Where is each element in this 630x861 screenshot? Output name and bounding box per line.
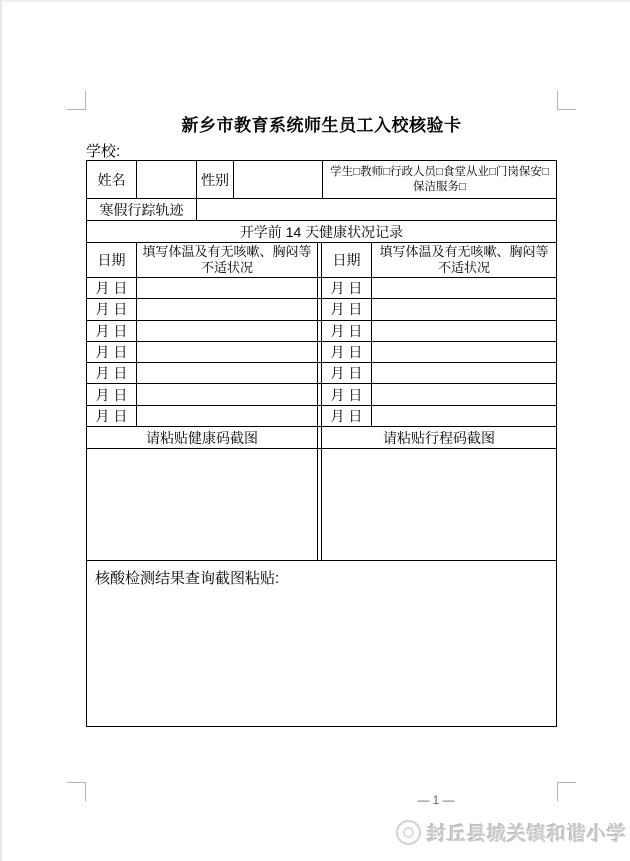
month-day-label: 月 日 [322,384,372,404]
month-day-label: 月 日 [87,278,137,298]
daily-record-cell[interactable] [137,406,318,426]
category-options-line1: 学生□教师□行政人员□食堂从业□门岗保安□ [330,165,549,178]
daily-record-cell[interactable] [372,278,556,298]
name-value-cell[interactable] [137,161,197,198]
daily-record-cell[interactable] [372,406,556,426]
month-day-label: 月 日 [87,384,137,404]
month-day-label: 月 日 [87,342,137,362]
health-section-title: 开学前 14 天健康状况记录 [239,223,404,240]
paste-travel-code-label: 请粘贴行程码截图 [383,429,495,446]
margin-crop-mark-bottom-right [557,782,576,801]
paste-health-code-label: 请粘贴健康码截图 [87,427,318,448]
footer-school-name: 封丘县城关镇和谐小学 [426,823,627,845]
date-header-label: 日期 [322,243,372,277]
daily-record-cell[interactable] [137,342,318,362]
gender-label: 性别 [197,161,234,198]
health-record-row [87,384,556,405]
daily-record-cell[interactable] [137,321,318,341]
category-options [323,161,556,198]
health-record-row [87,321,556,342]
page-top-edge [0,0,630,2]
daily-record-cell[interactable] [137,299,318,319]
month-day-label: 月 日 [87,406,137,426]
health-record-row [87,299,556,320]
footer [396,817,627,847]
page-number: — 1 — [417,793,455,807]
margin-crop-mark-bottom-left [67,782,86,801]
gender-value-cell[interactable] [234,161,323,198]
page-title: 新乡市教育系统师生员工入校核验卡 [181,116,462,135]
table-row [87,199,556,221]
page-left-edge [0,0,2,861]
table-row [87,427,556,449]
entry-form-table [86,160,557,727]
daily-record-cell[interactable] [372,384,556,404]
symptom-header-label: 填写体温及有无咳嗽、胸闷等 不适状况 [137,243,318,277]
name-label: 姓名 [87,161,137,198]
month-day-label: 月 日 [322,406,372,426]
travel-code-paste-area[interactable] [322,449,556,560]
margin-crop-mark-top-right [557,91,576,110]
month-day-label: 月 日 [322,321,372,341]
category-options-line2: 保洁服务□ [413,180,466,193]
health-record-row [87,278,556,299]
month-day-label: 月 日 [87,363,137,383]
school-label: 学校: [86,143,121,160]
vacation-track-label: 寒假行踪轨迹 [87,199,197,220]
school-badge-inner-circle [403,827,414,838]
health-record-row [87,342,556,363]
daily-record-cell[interactable] [372,321,556,341]
daily-record-cell[interactable] [372,299,556,319]
health-code-paste-area[interactable] [87,449,318,560]
month-day-label: 月 日 [87,321,137,341]
date-header-label: 日期 [87,243,137,277]
daily-record-cell[interactable] [372,363,556,383]
nucleic-acid-label: 核酸检测结果查询截图粘贴: [95,570,280,588]
nucleic-acid-paste-area[interactable] [87,561,556,726]
table-row [87,221,556,243]
daily-record-cell[interactable] [137,278,318,298]
margin-crop-mark-top-left [67,91,86,110]
month-day-label: 月 日 [322,363,372,383]
symptom-header-label: 填写体温及有无咳嗽、胸闷等 不适状况 [379,244,549,275]
table-row [87,161,556,199]
vacation-track-value-cell[interactable] [197,199,556,220]
table-row [87,449,556,561]
month-day-label: 月 日 [87,299,137,319]
daily-record-cell[interactable] [372,342,556,362]
month-day-label: 月 日 [322,342,372,362]
month-day-label: 月 日 [322,278,372,298]
daily-record-cell[interactable] [137,363,318,383]
month-day-label: 月 日 [322,299,372,319]
school-badge-icon [396,820,421,845]
table-row [87,561,556,726]
table-row [87,243,556,278]
daily-record-cell[interactable] [137,384,318,404]
health-record-row [87,363,556,384]
health-record-row [87,406,556,427]
